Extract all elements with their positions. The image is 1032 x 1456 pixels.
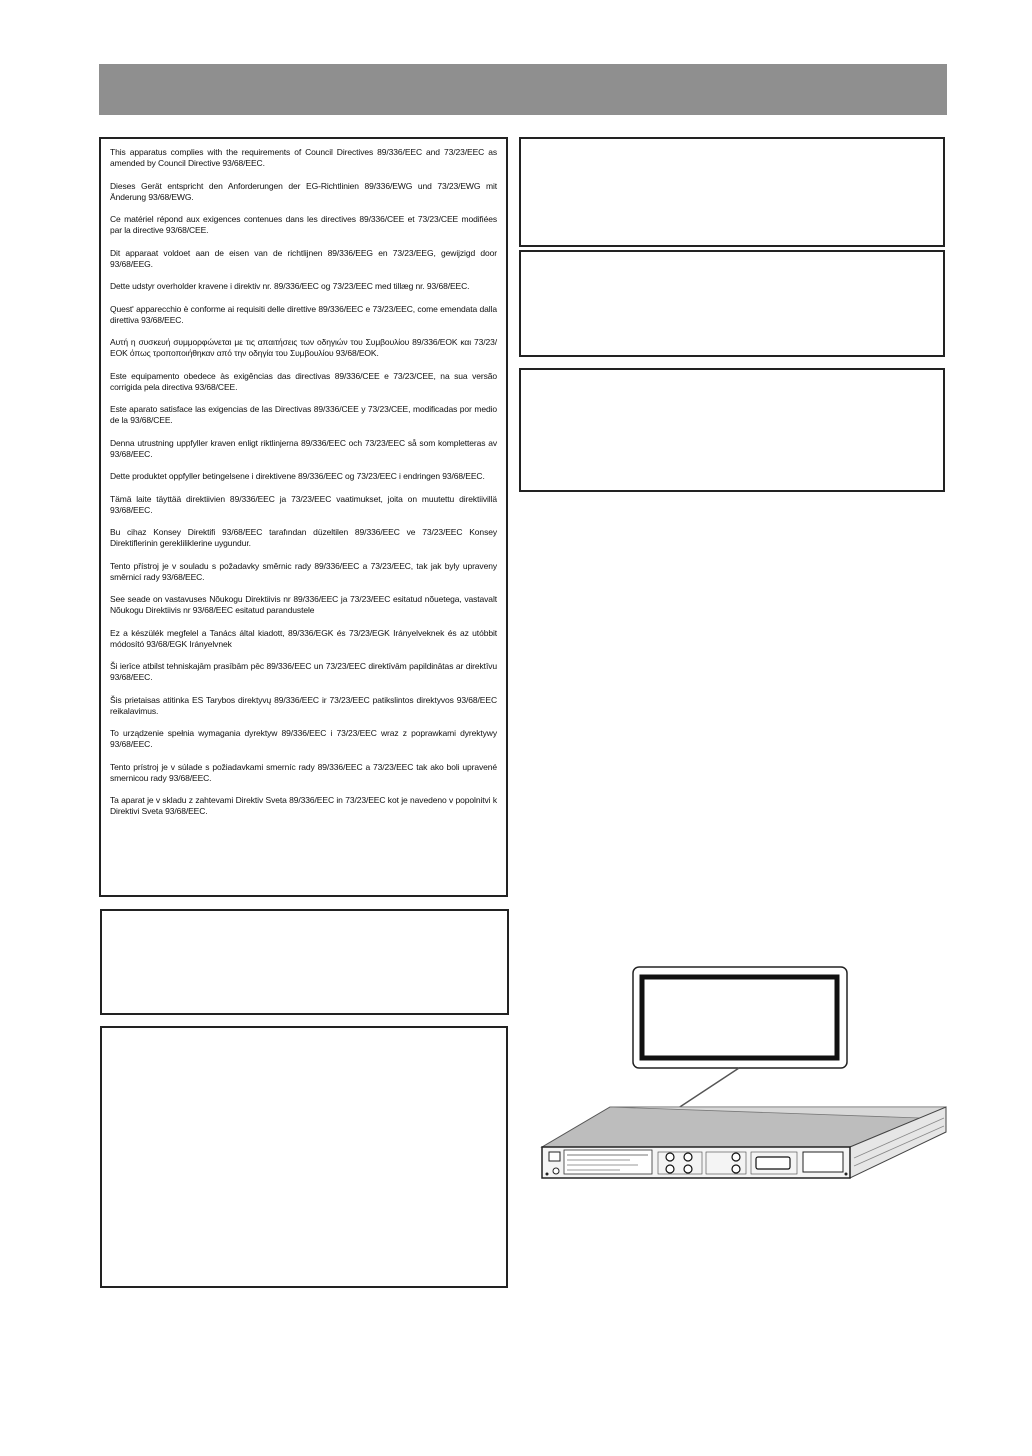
compliance-paragraph: Ta aparat je v skladu z zahtevami Direktiv Sveta 89/336/EEC in 73/23/EEC kot je navedeno v popolnitvi k Direktivi Sveta 93/68/EEC. — [110, 795, 497, 816]
dvd-player-rear-illustration — [520, 960, 950, 1200]
compliance-paragraph: Este equipamento obedece às exigências das directivas 89/336/CEE e 73/23/CEE, na sua versão corrigida pela directiva 93/68/CEE. — [110, 370, 497, 392]
compliance-paragraph: Bu cihaz Konsey Direktifi 93/68/EEC tarafından düzeltilen 89/336/EEC ve 73/23/EEC Konsey Direktiflerinin gerekliliklerine uygundur. — [110, 527, 497, 548]
player-body-icon — [542, 1107, 946, 1178]
compliance-paragraph: Dette udstyr overholder kravene i direktiv nr. 89/336/EEC og 73/23/EEC med tillæg nr. 93/68/EEC. — [110, 281, 470, 291]
empty-notice-box-1 — [519, 137, 945, 247]
compliance-paragraph: Quest' apparecchio è conforme ai requisiti delle direttive 89/336/EEC e 73/23/EEC, come emendata dalla direttiva 93/68/EEC. — [110, 303, 497, 325]
empty-notice-box-3 — [519, 368, 945, 492]
empty-notice-box-2 — [519, 250, 945, 357]
compliance-paragraph: This apparatus complies with the requirements of Council Directives 89/336/EEC and 73/23/EEC as amended by Council Directive 93/68/EEC. — [110, 147, 497, 168]
compliance-paragraph: Ez a készülék megfelel a Tanács által kiadott, 89/336/EGK és 73/23/EGK Irányelveknek és az utóbbit módosító 93/68/EGK Irányelvnek — [110, 627, 497, 649]
compliance-paragraph: Dette produktet oppfyller betingelsene i direktivene 89/336/EEC og 73/23/EEC i endringen 93/68/EEC. — [110, 471, 485, 481]
page-header-bar — [99, 64, 947, 115]
laser-label-icon — [633, 967, 847, 1068]
compliance-paragraph: Tento prístroj je v súlade s požiadavkami smerníc rady 89/336/EEC a 73/23/EEC tak ako boli upravené smernicou rady 93/68/EEC. — [110, 761, 497, 783]
eu-compliance-box — [99, 137, 508, 897]
empty-notice-box-4 — [100, 909, 509, 1015]
compliance-paragraph: Dieses Gerät entspricht den Anforderungen der EG-Richtlinien 89/336/EWG und 73/23/EWG mit Änderung 93/68/EWG. — [110, 180, 497, 202]
compliance-paragraph: Šis prietaisas atitinka ES Tarybos direktyvų 89/336/EEC ir 73/23/EEC patikslintos direktyvos 93/68/EEC reikalavimus. — [110, 694, 497, 716]
compliance-paragraph: Ši ierīce atbilst tehniskajām prasībām pēc 89/336/EEC un 73/23/EEC direktīvām papildinātas ar direktīvu 93/68/EEC. — [110, 661, 497, 682]
empty-notice-box-5 — [100, 1026, 508, 1288]
compliance-paragraph: Dit apparaat voldoet aan de eisen van de richtlijnen 89/336/EEG en 73/23/EEG, gewijzigd door 93/68/EEG. — [110, 247, 497, 269]
compliance-paragraph: Αυτή η συσκευή συμμορφώνεται με τις απαιτήσεις των οδηγιών του Συμβουλίου 89/336/ΕΟΚ και 73/23/ΕΟΚ όπως τροποποιήθηκαν από την οδηγία του Συμβουλίου 93/68/ΕΟΚ. — [110, 337, 497, 358]
compliance-paragraph: To urządzenie spełnia wymagania dyrektyw 89/336/EEC i 73/23/EEC wraz z poprawkami dyrektywy 93/68/EEC. — [110, 728, 497, 749]
compliance-paragraph: Ce matériel répond aux exigences contenues dans les directives 89/336/CEE et 73/23/CEE modifiées par la directive 93/68/CEE. — [110, 214, 497, 235]
compliance-paragraph: Tämä laite täyttää direktiivien 89/336/EEC ja 73/23/EEC vaatimukset, joita on muutettu direktiivillä 93/68/EEC. — [110, 493, 497, 515]
compliance-paragraph: Tento přístroj je v souladu s požadavky směrnic rady 89/336/EEC a 73/23/EEC, tak jak byly upraveny směrnicí rady 93/68/EEC. — [110, 560, 497, 582]
compliance-paragraph: Denna utrustning uppfyller kraven enligt riktlinjerna 89/336/EEC och 73/23/EEC så som kompletteras av 93/68/EEC. — [110, 437, 497, 459]
compliance-paragraph: See seade on vastavuses Nõukogu Direktiivis nr 89/336/EEC ja 73/23/EEC esitatud nõuetega, vastavalt Nõukogu Direktiivis nr 93/68/EEC esitatud parandustele — [110, 594, 497, 615]
compliance-paragraph: Este aparato satisface las exigencias de las Directivas 89/336/CEE y 73/23/CEE, modificadas por medio de la 93/68/CEE. — [110, 404, 497, 425]
